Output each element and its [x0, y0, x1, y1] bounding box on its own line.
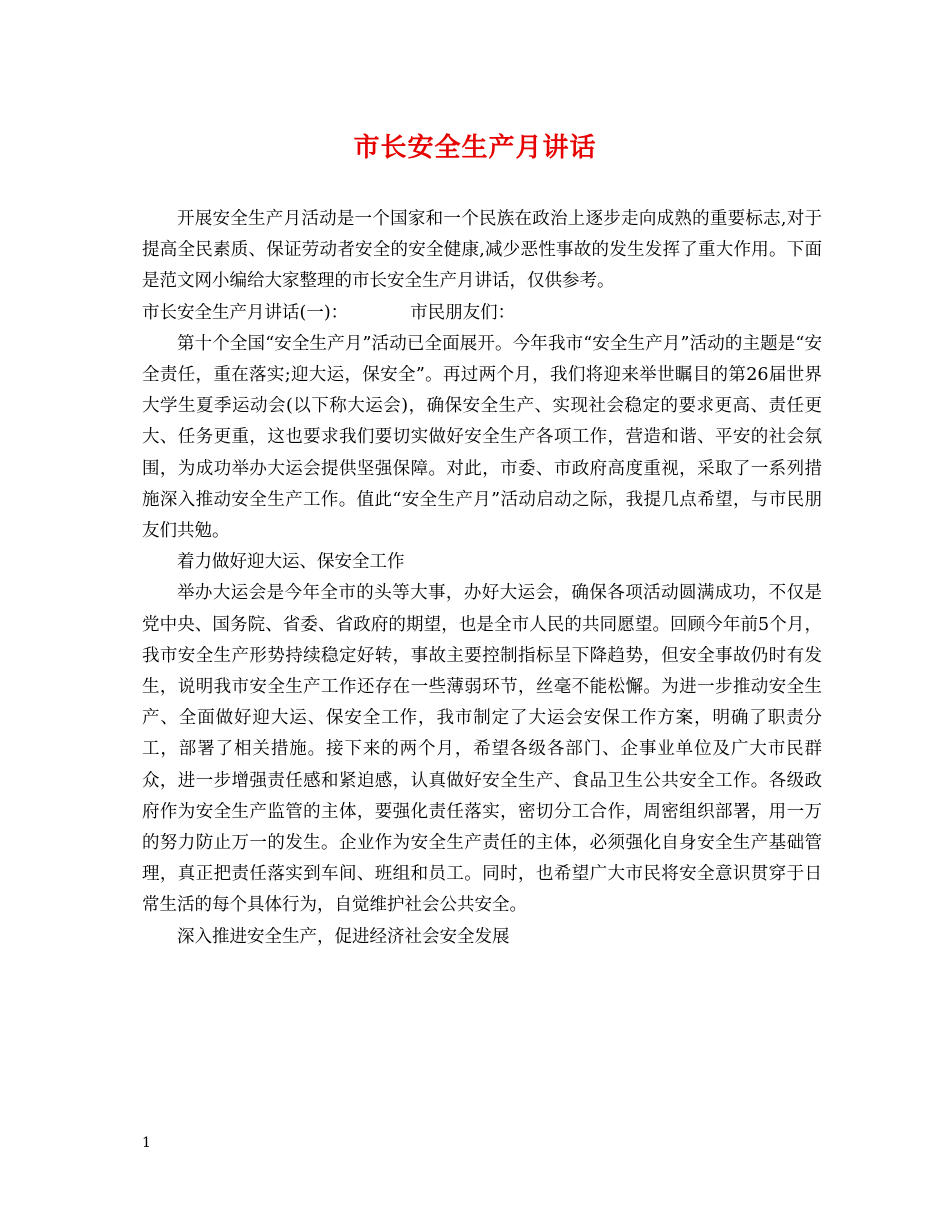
section-2-heading: 深入推进安全生产，促进经济社会安全发展	[177, 926, 510, 947]
section-1-heading: 着力做好迎大运、保安全工作	[177, 552, 405, 573]
greeting: 市民朋友们：	[410, 302, 516, 323]
speech-heading: 市长安全生产月讲话(一)：	[142, 302, 349, 323]
speech-heading-line	[142, 298, 822, 329]
document-body	[142, 204, 822, 953]
page-number: 1	[142, 1135, 151, 1151]
document-title: 市长安全生产月讲话	[353, 133, 597, 163]
intro-paragraph: 开展安全生产月活动是一个国家和一个民族在政治上逐步走向成熟的重要标志,对于提高全民素质、保证劳动者安全的安全健康,减少恶性事故的发生发挥了重大作用。下面是范文网小编给大家整理的市长安全生产月讲话，仅供参考。	[142, 209, 822, 292]
paragraph-2: 举办大运会是今年全市的头等大事，办好大运会，确保各项活动圆满成功，不仅是党中央、国务院、省委、省政府的期望，也是全市人民的共同愿望。回顾今年前5个月，我市安全生产形势持续稳定好转，事故主要控制指标呈下降趋势，但安全事故仍时有发生，说明我市安全生产工作还存在一些薄弱环节，丝毫不能松懈。为进一步推动安全生产、全面做好迎大运、保安全工作，我市制定了大运会安保工作方案，明确了职责分工，部署了相关措施。接下来的两个月，希望各级各部门、企事业单位及广大市民群众，进一步增强责任感和紧迫感，认真做好安全生产、食品卫生公共安全工作。各级政府作为安全生产监管的主体，要强化责任落实，密切分工合作，周密组织部署，用一万的努力防止万一的发生。企业作为安全生产责任的主体，必须强化自身安全生产基础管理，真正把责任落实到车间、班组和员工。同时，也希望广大市民将安全意识贯穿于日常生活的每个具体行为，自觉维护社会公共安全。	[142, 583, 822, 916]
paragraph-1: 第十个全国“安全生产月”活动已全面展开。今年我市“安全生产月”活动的主题是“安全责任，重在落实;迎大运，保安全”。再过两个月，我们将迎来举世瞩目的第26届世界大学生夏季运动会(以下称大运会)，确保安全生产、实现社会稳定的要求更高、责任更大、任务更重，这也要求我们要切实做好安全生产各项工作，营造和谐、平安的社会氛围，为成功举办大运会提供坚强保障。对此，市委、市政府高度重视，采取了一系列措施深入推动安全生产工作。值此“安全生产月”活动启动之际，我提几点希望，与市民朋友们共勉。	[142, 333, 822, 542]
